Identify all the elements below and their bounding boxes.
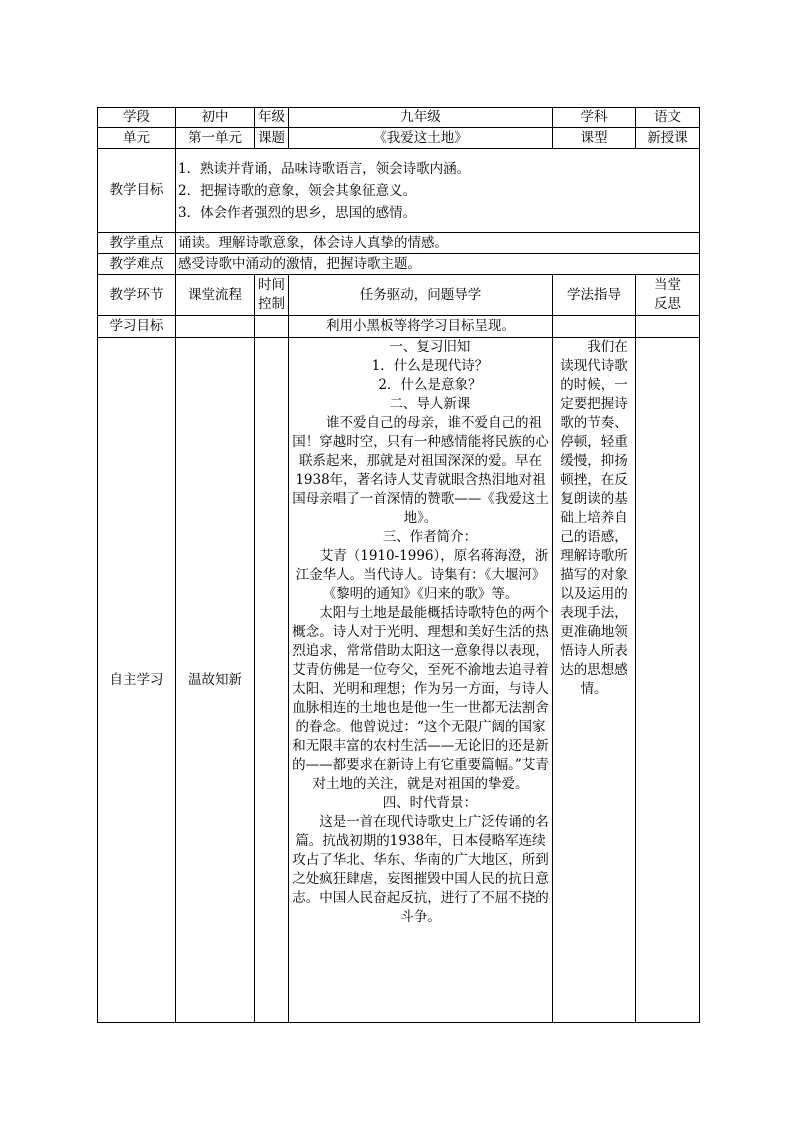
paragraph: 这是一首在现代诗歌史上广泛传诵的名篇。抗战初期的1938年，日本侵略军连续攻占了华北、华东、华南的广大地区，所到之处疯狂肆虐，妄图摧毁中国人民的抗日意志。中国人民奋起反抗，进行了不屈不挠的斗争。 xyxy=(292,814,549,925)
goal-item: 2．把握诗歌的意象，领会其象征意义。 xyxy=(178,182,417,199)
subject-value: 语文 xyxy=(636,108,700,128)
paragraph: 太阳与土地是最能概括诗歌特色的两个概念。诗人对于光明、理想和美好生活的热烈追求，常常借助太阳这一意象得以表现，艾青仿佛是一位夸父，至死不渝地去追寻着太阳、光明和理想；作为另一方面，与诗人血脉相连的土地也是他一生一世都无法割舍的眷念。他曾说过：“这个无限广阔的国家和无限丰富的农村生活——无论旧的还是新的——都要求在新诗上有它重要篇幅。”艾青对土地的关注，就是对祖国的挚爱。 xyxy=(292,605,549,792)
col-flow-header: 课堂流程 xyxy=(176,275,255,316)
topic-label: 课题 xyxy=(255,128,289,149)
paragraph: 艾青（1910-1996），原名蒋海澄，浙江金华人。当代诗人。诗集有：《大堰河》《黎明的通知》《归来的歌》等。 xyxy=(295,548,549,602)
objective-method-cell xyxy=(553,316,636,338)
difficulty-row xyxy=(98,254,700,275)
question-item: 1．什么是现代诗？ xyxy=(371,358,489,374)
stage-label: 学段 xyxy=(98,108,176,128)
objective-time-cell xyxy=(255,316,289,338)
method-guidance-text: 我们在读现代诗歌的时候，一定要把握诗歌的节奏、停顿，轻重缓慢，抑扬顿挫，在反复朗读的基础上培养自己的语感，理解诗歌所描写的对象以及运用的表现手法，更准确地领悟诗人所表达的思想感情。 xyxy=(560,339,628,697)
section-heading: 四、时代背景： xyxy=(382,795,478,811)
method-guidance xyxy=(553,338,636,1023)
paragraph: 谁不爱自己的母亲，谁不爱自己的祖国！穿越时空，只有一种感情能将民族的心联系起来，那就是对祖国深深的爱。早在1938年，著名诗人艾青就眼含热泪地对祖国母亲唱了一首深情的赞歌——《我爱这土地》。 xyxy=(292,415,549,526)
grade-value: 九年级 xyxy=(289,108,553,128)
self-study-time-cell xyxy=(255,338,289,1023)
header-row-1 xyxy=(98,108,700,128)
goal-item: 1．熟读并背诵，品味诗歌语言，领会诗歌内涵。 xyxy=(178,160,471,177)
key-point-label: 教学重点 xyxy=(98,233,176,254)
self-study-label: 自主学习 xyxy=(98,338,176,1023)
unit-value: 第一单元 xyxy=(176,128,255,149)
stage-value: 初中 xyxy=(176,108,255,128)
col-time-header: 时间 控制 xyxy=(255,275,289,316)
self-study-flow: 温故知新 xyxy=(176,338,255,1023)
topic-value: 《我爱这土地》 xyxy=(289,128,553,149)
col-link-header: 教学环节 xyxy=(98,275,176,316)
difficulty-text: 感受诗歌中涌动的激情，把握诗歌主题。 xyxy=(176,254,700,275)
self-study-content xyxy=(289,338,553,1023)
goals-label: 教学目标 xyxy=(98,149,176,233)
question-item: 2．什么是意象？ xyxy=(378,377,482,393)
section-heading: 三、作者简介： xyxy=(382,529,478,545)
col-method-header: 学法指导 xyxy=(553,275,636,316)
self-study-row xyxy=(98,338,700,1023)
type-value: 新授课 xyxy=(636,128,700,149)
key-point-text: 诵读。理解诗歌意象，体会诗人真挚的情感。 xyxy=(176,233,700,254)
header-row-2 xyxy=(98,128,700,149)
objective-label: 学习目标 xyxy=(98,316,176,338)
difficulty-label: 教学难点 xyxy=(98,254,176,275)
goals-row xyxy=(98,149,700,233)
self-study-reflect-cell xyxy=(636,338,700,1023)
section-heading: 二、导人新课 xyxy=(389,396,471,412)
unit-label: 单元 xyxy=(98,128,176,149)
column-header-row xyxy=(98,275,700,316)
lesson-plan-table xyxy=(97,107,700,1023)
subject-label: 学科 xyxy=(553,108,636,128)
section-heading: 一、复习旧知 xyxy=(389,339,471,355)
col-reflect-header: 当堂 反思 xyxy=(636,275,700,316)
goals-list xyxy=(176,149,700,233)
type-label: 课型 xyxy=(553,128,636,149)
objective-row xyxy=(98,316,700,338)
key-point-row xyxy=(98,233,700,254)
objective-flow-cell xyxy=(176,316,255,338)
col-task-header: 任务驱动，问题导学 xyxy=(289,275,553,316)
goal-item: 3．体会作者强烈的思乡，思国的感情。 xyxy=(178,204,417,221)
objective-text: 利用小黑板等将学习目标呈现。 xyxy=(289,316,553,338)
grade-label: 年级 xyxy=(255,108,289,128)
objective-reflect-cell xyxy=(636,316,700,338)
